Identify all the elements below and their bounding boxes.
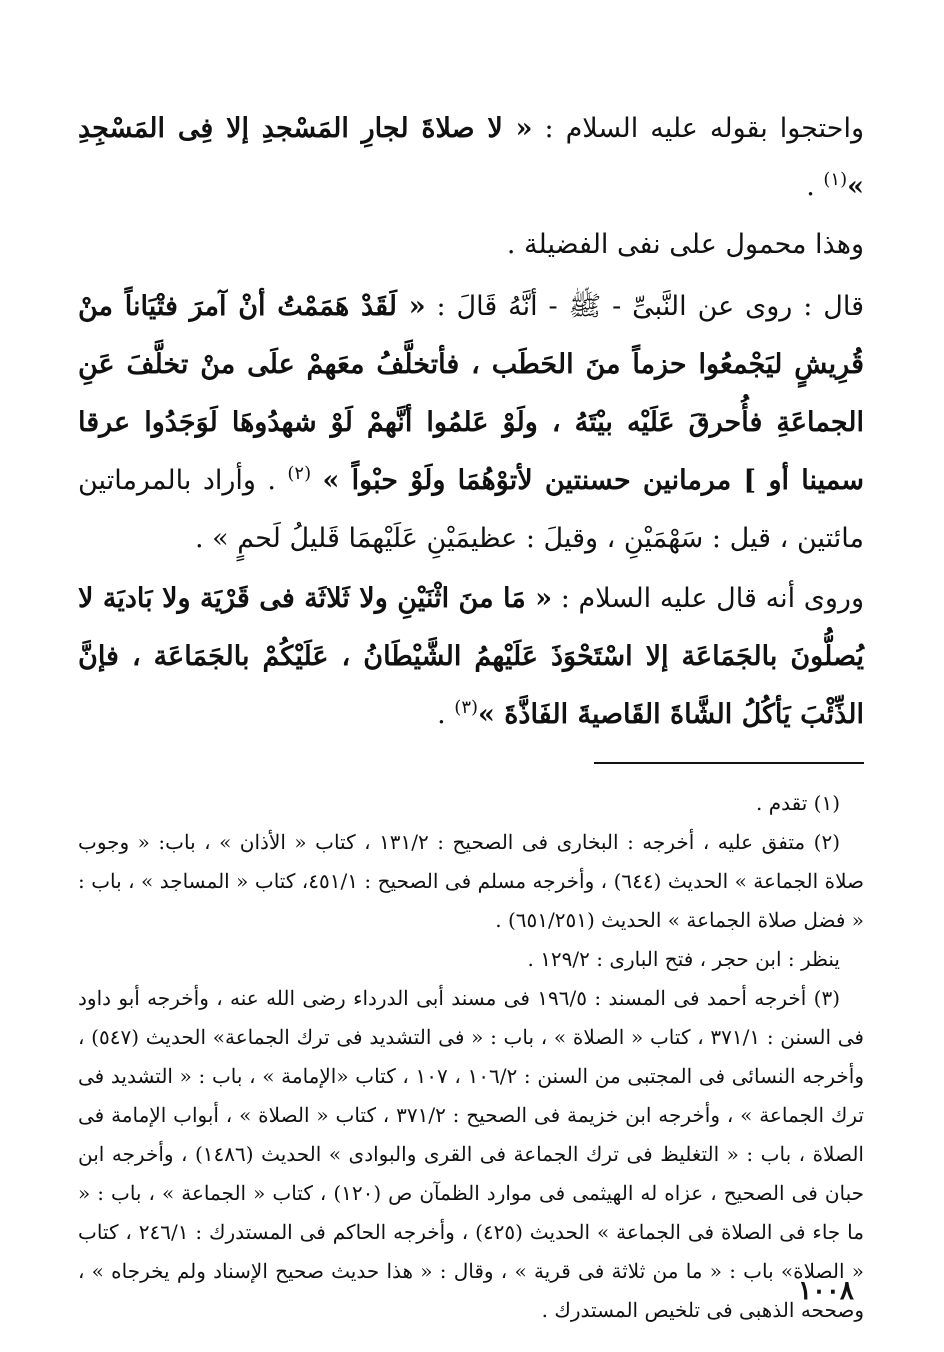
footnote-2-see-also: ينظر : ابن حجر ، فتح البارى : ١٢٩/٢ .	[527, 947, 840, 971]
footnote-ref-2: (٢)	[287, 463, 312, 484]
footnote-3: (٣) أخرجه أحمد فى المسند : ١٩٦/٥ فى مسند أبى الدرداء رضى الله عنه ، وأخرجه أبو داود فى السنن : ٣٧١/١ ، كتاب « الصلاة » ، باب : « فى التشديد فى ترك الجماعة» الحديث (٥٤٧) ، وأخرجه النسائى فى المجتبى من السنن : ١٠٦/٢ ، ١٠٧ ، كتاب «الإمامة » ، باب : « التشديد فى ترك الجماعة » ، وأخرجه ابن خزيمة فى الصحيح : ٣٧١/٢ ، كتاب « الصلاة » ، أبواب الإمامة فى الصلاة ، باب : « التغليظ فى ترك الجماعة فى القرى والبوادى » الحديث (١٤٨٦) ، وأخرجه ابن حبان فى الصحيح ، عزاه له الهيثمى فى موارد الظمآن ص (١٢٠) ، كتاب « الجماعة » ، باب : « ما جاء فى الصلاة فى الجماعة » الحديث (٤٢٥) ، وأخرجه الحاكم فى المستدرك : ٢٤٦/١ ، كتاب « الصلاة» باب : « ما من ثلاثة فى قرية » ، وقال : « هذا حديث صحيح الإسناد ولم يخرجاه » ، وصححه الذهبى فى تلخيص المستدرك .	[78, 986, 864, 1322]
paragraph-tail: .	[437, 699, 455, 730]
page-content	[78, 100, 864, 1330]
paragraph-lead: واحتجوا بقوله عليه السلام :	[532, 113, 864, 144]
paragraph-lead: قال : روى عن النَّبىِّ - ﷺ - أنَّهُ قَالَ :	[425, 291, 864, 322]
footnote-2: (٢) متفق عليه ، أخرجه : البخارى فى الصحيح : ١٣١/٢ ، كتاب « الأذان » ، باب: « وجوب صلاة الجماعة » الحديث (٦٤٤) ، وأخرجه مسلم فى الصحيح : ٤٥١/١، كتاب « المساجد » ، باب : « فضل صلاة الجماعة » الحديث (٦٥١/٢٥١) .	[78, 830, 864, 932]
paragraph-lead: وروى أنه قال عليه السلام :	[552, 583, 864, 614]
main-text	[78, 100, 864, 744]
footnote-ref-3: (٣)	[454, 697, 479, 718]
hadith-quote: « لَقَدْ هَمَمْتُ أنْ آمرَ فتْيَاناً منْ قُرِيشٍ ليَجْمعُوا حزماً منَ الحَطَب ، فأتخلَّفُ معَهمْ علَى منْ تخلَّفَ عَنِ الجماعَةِ فأُحرقَ عَلَيْه بيْتَهُ ، ولَوْ عَلمُوا أنَّهمْ لَوْ شهدُوهَا لَوَجَدُوا عرقا سمينا أو ] مرمانين حسنتين لأتوْهُمَا ولَوْ حبْواً »	[78, 291, 864, 496]
paragraph-tail: .	[806, 171, 824, 202]
paragraph-hadith-masjid	[78, 100, 864, 216]
footnotes	[78, 784, 864, 1330]
footnote-ref-1: (١)	[823, 169, 848, 190]
paragraph-tail: . وأراد بالمرماتين مائتين ، قيل : سَهْمَيْنِ ، وقيلَ : عظيمَيْنِ عَلَيْهمَا قَليلُ لَحمٍ » .	[78, 465, 864, 554]
hadith-quote: « مَا منَ اثْنَيْنِ ولا ثَلاثَة فى قَرْيَة ولا بَاديَة لا يُصلُّونَ بالجَمَاعَة إلا اسْتَحْوَذَ عَلَيْهمُ الشَّيْطَانُ ، عَلَيْكُمْ بالجَمَاعَة ، فإنَّ الذِّئْبَ يَأكُلُ الشَّاةَ القَاصيةَ الفَاذَّةَ »	[78, 583, 865, 730]
paragraph-fadila: وهذا محمول على نفى الفضيلة .	[506, 229, 864, 260]
footnote-1: (١) تقدم .	[755, 791, 840, 815]
paragraph-hadith-quraysh	[78, 278, 864, 568]
paragraph-hadith-jamaa	[78, 570, 864, 744]
hadith-quote: « لا صلاةَ لجارِ المَسْجدِ إلا فِى المَسْجِدِ »	[78, 113, 864, 202]
page-number: ١٠٠٨	[798, 1276, 854, 1306]
footnote-divider	[594, 762, 864, 764]
